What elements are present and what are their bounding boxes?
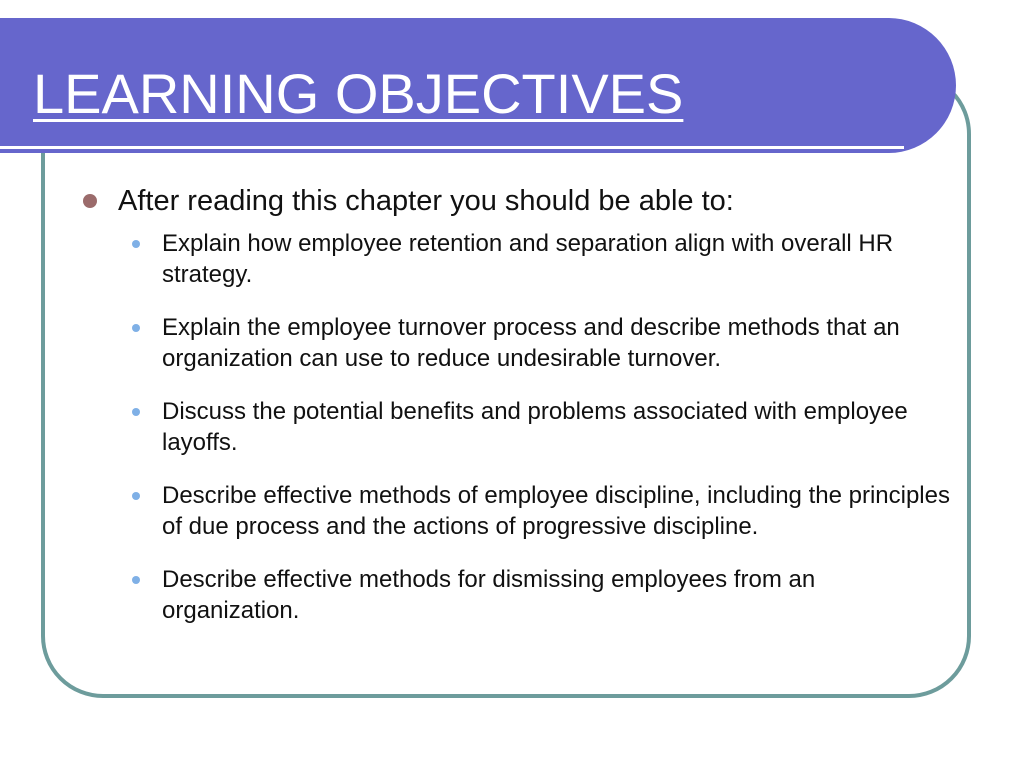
objective-item	[82, 480, 952, 542]
intro-text: After reading this chapter you should be able to:	[118, 185, 734, 217]
objective-text: Describe effective methods of employee discipline, including the principles of due process and the actions of progressive discipline.	[162, 482, 950, 540]
objective-item	[82, 564, 952, 626]
sub-bullet-dot-icon	[132, 324, 140, 332]
sub-bullet-dot-icon	[132, 408, 140, 416]
title-underline-rule	[0, 146, 904, 149]
sub-bullet-dot-icon	[132, 576, 140, 584]
title-band	[0, 18, 956, 153]
objective-item	[82, 312, 952, 374]
objectives-list	[82, 228, 952, 626]
objective-text: Discuss the potential benefits and problems associated with employee layoffs.	[162, 398, 908, 456]
slide-title: LEARNING OBJECTIVES	[33, 62, 684, 125]
objective-item	[82, 396, 952, 458]
intro-bullet	[82, 182, 952, 220]
objective-item	[82, 228, 952, 290]
slide-body	[82, 182, 952, 648]
objective-text: Explain the employee turnover process and describe methods that an organization can use to reduce undesirable turnover.	[162, 314, 900, 372]
objective-text: Describe effective methods for dismissing employees from an organization.	[162, 566, 816, 624]
sub-bullet-dot-icon	[132, 240, 140, 248]
sub-bullet-dot-icon	[132, 492, 140, 500]
objective-text: Explain how employee retention and separation align with overall HR strategy.	[162, 230, 894, 288]
bullet-dot-icon	[83, 194, 97, 208]
